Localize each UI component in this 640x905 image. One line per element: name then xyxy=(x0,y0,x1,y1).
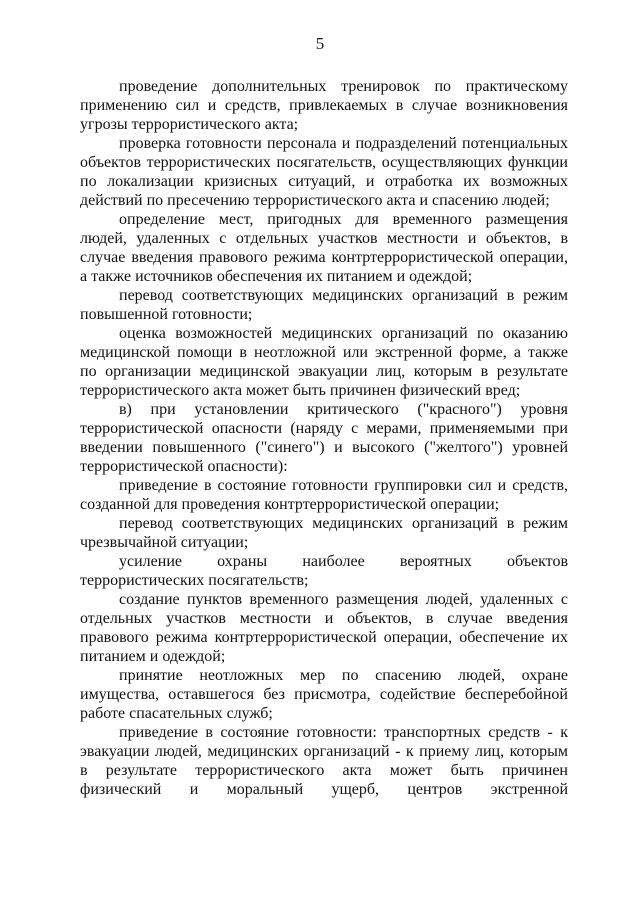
paragraph xyxy=(80,210,568,286)
text-line: а также источников обеспечения их питанием и одеждой; xyxy=(80,268,473,285)
text-line: в) при установлении критического ("красного") уровня xyxy=(119,401,568,418)
text-line: физический и моральный ущерб, центров экстренной xyxy=(80,781,568,798)
text-line: объектов террористических посягательств, осуществляющих функции xyxy=(80,154,568,171)
text-line: людей, удаленных с отдельных участков местности и объектов, в xyxy=(80,230,568,247)
text-line: введении повышенного ("синего") и высокого ("желтого") уровней xyxy=(80,439,568,456)
text-line: перевод соответствующих медицинских организаций в режим xyxy=(119,515,568,532)
text-line: питанием и одеждой; xyxy=(80,648,226,665)
text-line: по организации медицинской эвакуации лиц, которым в результате xyxy=(80,363,568,380)
paragraph xyxy=(80,514,568,552)
text-line: эвакуации людей, медицинских организаций - к приему лиц, которым xyxy=(80,743,568,760)
paragraph xyxy=(80,324,568,400)
paragraph xyxy=(80,400,568,476)
text-line: повышенной готовности; xyxy=(80,306,253,323)
document-body xyxy=(80,77,568,799)
text-line: террористической опасности): xyxy=(80,458,288,475)
text-line: работе спасательных служб; xyxy=(80,705,273,722)
page-number: 5 xyxy=(315,34,325,53)
text-line: по локализации кризисных ситуаций, и отработка их возможных xyxy=(80,173,568,190)
paragraph xyxy=(80,666,568,723)
paragraph xyxy=(80,134,568,210)
text-line: отдельных участков местности и объектов, в случае введения xyxy=(80,610,568,627)
text-line: определение мест, пригодных для временного размещения xyxy=(119,211,568,228)
text-line: действий по пресечению террористического акта и спасению людей; xyxy=(80,192,550,209)
text-line: применению сил и средств, привлекаемых в случае возникновения xyxy=(80,97,568,114)
text-line: в результате террористического акта может быть причинен xyxy=(80,762,568,779)
paragraph xyxy=(80,552,568,590)
text-line: террористических посягательств; xyxy=(80,572,309,589)
text-line: случае введения правового режима контртеррористической операции, xyxy=(80,249,568,266)
text-line: принятие неотложных мер по спасению людей, охране xyxy=(119,667,568,684)
text-line: правового режима контртеррористической операции, обеспечение их xyxy=(80,629,568,646)
text-line: приведение в состояние готовности: транспортных средств - к xyxy=(119,724,568,741)
text-line: приведение в состояние готовности группировки сил и средств, xyxy=(119,477,568,494)
text-line: оценка возможностей медицинских организаций по оказанию xyxy=(119,325,568,342)
paragraph xyxy=(80,590,568,666)
text-line: угрозы террористического акта; xyxy=(80,116,299,133)
text-line: террористического акта может быть причинен физический вред; xyxy=(80,382,521,399)
text-line: имущества, оставшегося без присмотра, содействие бесперебойной xyxy=(80,686,568,703)
text-line: проверка готовности персонала и подразделений потенциальных xyxy=(119,135,568,152)
text-line: проведение дополнительных тренировок по практическому xyxy=(119,78,568,95)
text-line: созданной для проведения контртеррористической операции; xyxy=(80,496,500,513)
text-line: чрезвычайной ситуации; xyxy=(80,534,249,551)
text-line: медицинской помощи в неотложной или экстренной форме, а также xyxy=(80,344,568,361)
text-line: создание пунктов временного размещения людей, удаленных с xyxy=(119,591,568,608)
paragraph xyxy=(80,286,568,324)
text-line: усиление охраны наиболее вероятных объектов xyxy=(119,553,568,570)
text-line: перевод соответствующих медицинских организаций в режим xyxy=(119,287,568,304)
paragraph xyxy=(80,77,568,134)
paragraph xyxy=(80,723,568,799)
paragraph xyxy=(80,476,568,514)
text-line: террористической опасности (наряду с мерами, применяемыми при xyxy=(80,420,568,437)
